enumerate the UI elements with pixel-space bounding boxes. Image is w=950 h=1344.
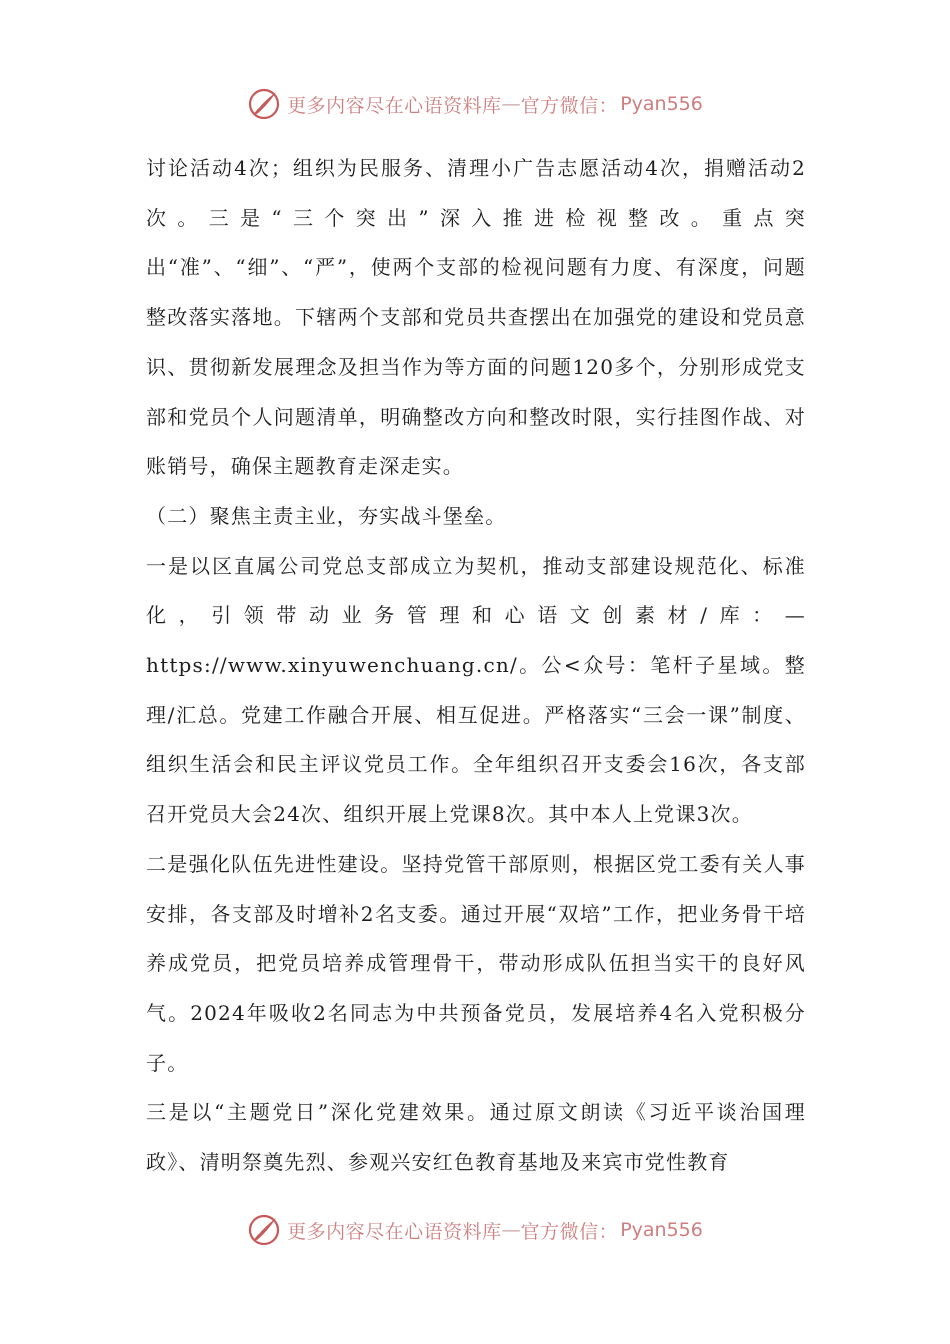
paragraph-1: 讨论活动4次；组织为民服务、清理小广告志愿活动4次，捐赠活动2次。三是“三个突出”深入推进检视整改。重点突出“准”、“细”、“严”，使两个支部的检视问题有力度、有深度，问题整改落实落地。下辖两个支部和党员共查摆出在加强党的建设和党员意识、贯彻新发展理念及担当作为等方面的问题120多个，分别形成党支部和党员个人问题清单，明确整改方向和整改时限，实行挂图作战、对账销号，确保主题教育走深走实。: [146, 156, 806, 479]
banner-wechat-label: 官方微信：: [520, 94, 619, 117]
banner-title: 更多内容尽在心语资料库: [287, 94, 502, 117]
document-body: [146, 144, 806, 1188]
paragraph-2: 一是以区直属公司党总支部成立为契机，推动支部建设规范化、标准化，引领带动业务管理和心语文创素材/库：—https://www.xinyuwenchuang.cn/。公<众号：笔杆子星域。整理/汇总。党建工作融合开展、相互促进。严格落实“三会一课”制度、组织生活会和民主评议党员工作。全年组织召开支委会16次，各支部召开党员大会24次、组织开展上党课8次。其中本人上党课3次。: [146, 553, 806, 827]
banner-wechat-id: Pyan556: [620, 93, 703, 115]
banner-wechat-id: Pyan556: [620, 1219, 703, 1241]
paragraph-4: 三是以“主题党日”深化党建效果。通过原文朗读《习近平谈治国理政》、清明祭奠先烈、参观兴安红色教育基地及来宾市党性教育: [146, 1100, 806, 1175]
footer-banner: [0, 1210, 950, 1250]
quill-logo-icon: [247, 1213, 281, 1247]
section-heading: （二）聚焦主责主业，夯实战斗堡垒。: [146, 503, 507, 528]
banner-wechat-label: 官方微信：: [520, 1220, 619, 1243]
banner-separator: —: [501, 1219, 521, 1241]
quill-logo-icon: [247, 87, 281, 121]
banner-title: 更多内容尽在心语资料库: [287, 1220, 502, 1243]
banner-separator: —: [501, 93, 521, 115]
header-banner: [0, 84, 950, 124]
paragraph-3: 二是强化队伍先进性建设。坚持党管干部原则，根据区党工委有关人事安排，各支部及时增补2名支委。通过开展“双培”工作，把业务骨干培养成党员，把党员培养成管理骨干，带动形成队伍担当实干的良好风气。2024年吸收2名同志为中共预备党员，发展培养4名入党积极分子。: [146, 851, 806, 1075]
